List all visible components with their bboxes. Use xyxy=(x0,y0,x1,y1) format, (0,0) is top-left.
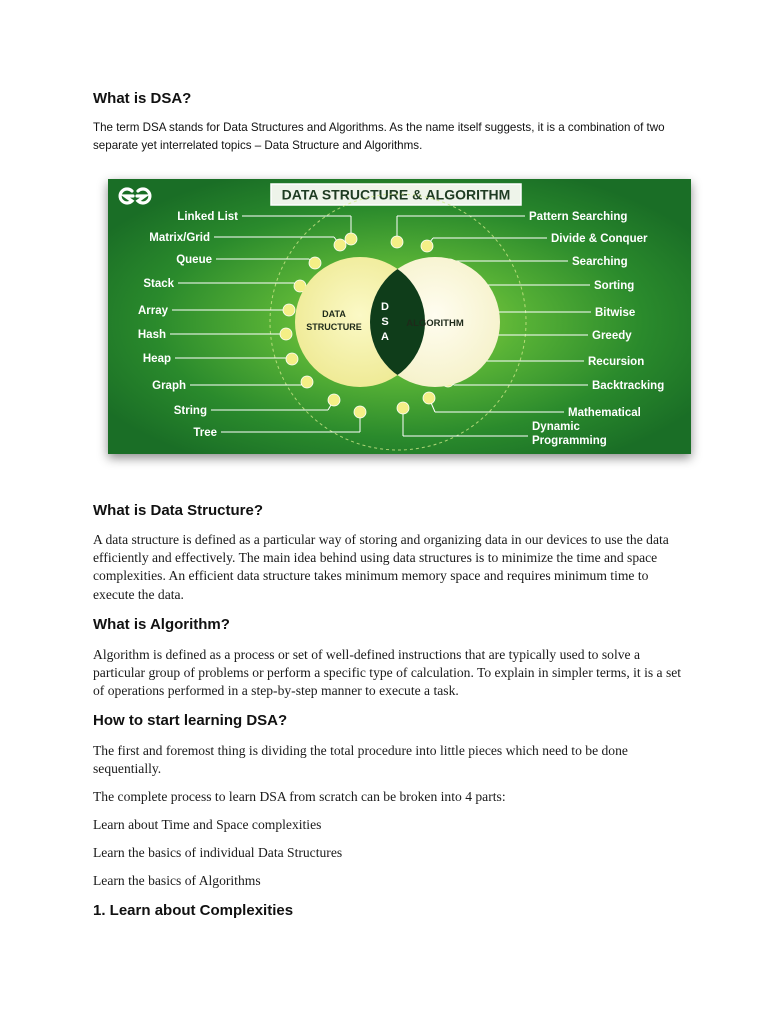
data-structure-topic-label: Stack xyxy=(143,278,174,290)
algorithm-heading: What is Algorithm? xyxy=(93,616,230,633)
connector-dot xyxy=(354,406,366,418)
data-structure-topic-label: Heap xyxy=(142,353,171,365)
data-structure-text: A data structure is defined as a particular way of storing and organizing data in our devices to use the data efficiently and effectively. The main idea behind using data structures is to minimize the time and space complexities. An efficient data structure takes minimum memory space and requires minimum time to execute the data. xyxy=(93,532,669,602)
connector-dot xyxy=(397,402,409,414)
algorithm-topic-label: Searching xyxy=(572,256,628,268)
connector-dot xyxy=(328,394,340,406)
dsa-heading: What is DSA? xyxy=(93,90,192,107)
center-letter-s: S xyxy=(381,316,389,328)
data-structure-topic-label: Linked List xyxy=(177,211,238,223)
connector-dot xyxy=(421,240,433,252)
learning-step-data-structures: Learn the basics of individual Data Structures xyxy=(93,845,343,860)
connector-dot xyxy=(286,353,298,365)
center-letter-a: A xyxy=(381,331,389,343)
connector-dot xyxy=(301,376,313,388)
dsa-intro-text: The term DSA stands for Data Structures and Algorithms. As the name itself suggests, it is a combination of two separate yet interrelated topics – Data Structure and Algorithms. xyxy=(93,121,665,152)
complexities-heading: 1. Learn about Complexities xyxy=(93,902,294,919)
connector-dot xyxy=(345,233,357,245)
algorithm-topic-label: Pattern Searching xyxy=(529,211,628,223)
algorithm-topic-label: Dynamic xyxy=(532,421,580,433)
connector-dot xyxy=(280,328,292,340)
connector-dot xyxy=(391,236,403,248)
learning-paragraph-1: The first and foremost thing is dividing the total procedure into little pieces which need to be done sequentially. xyxy=(93,743,628,777)
left-circle-label-line2: STRUCTURE xyxy=(306,322,362,332)
data-structure-topic-label: Tree xyxy=(193,427,217,439)
data-structure-topic-label: Array xyxy=(137,305,168,317)
dsa-banner-image xyxy=(108,179,691,454)
algorithm-topic-label: Programming xyxy=(532,435,607,447)
algorithm-topic-label: Divide & Conquer xyxy=(551,233,648,245)
learning-paragraph-2: The complete process to learn DSA from scratch can be broken into 4 parts: xyxy=(93,789,506,804)
banner-title: DATA STRUCTURE & ALGORITHM xyxy=(281,186,511,203)
data-structure-topic-label: Matrix/Grid xyxy=(149,232,210,244)
algorithm-topic-label: Bitwise xyxy=(595,307,636,319)
data-structure-topic-label: Hash xyxy=(137,329,166,341)
algorithm-topic-label: Mathematical xyxy=(568,407,641,419)
algorithm-topic-label: Greedy xyxy=(592,330,632,342)
data-structure-topic-label: String xyxy=(173,405,207,417)
algorithm-topic-label: Backtracking xyxy=(592,380,665,392)
algorithm-topic-label: Recursion xyxy=(588,356,645,368)
right-circle-label: ALGORITHM xyxy=(406,318,464,329)
algorithm-topic-label: Sorting xyxy=(594,280,635,292)
connector-dot xyxy=(334,239,346,251)
learning-dsa-heading: How to start learning DSA? xyxy=(93,712,288,729)
learning-step-complexities: Learn about Time and Space complexities xyxy=(93,817,322,832)
learning-step-algorithms: Learn the basics of Algorithms xyxy=(93,873,261,888)
algorithm-text: Algorithm is defined as a process or set of well-defined instructions that are typically used to solve a particular group of problems or perform a specific type of calculation. To explain in simpler terms, it is a set of operations performed in a step-by-step manner to execute a task. xyxy=(93,647,682,699)
connector-dot xyxy=(309,257,321,269)
connector-dot xyxy=(283,304,295,316)
data-structure-heading: What is Data Structure? xyxy=(93,502,264,519)
left-circle-label-line1: DATA xyxy=(322,309,346,319)
data-structure-topic-label: Queue xyxy=(176,254,212,266)
connector-dot xyxy=(423,392,435,404)
center-letter-d: D xyxy=(381,301,389,313)
data-structure-topic-label: Graph xyxy=(152,380,186,392)
